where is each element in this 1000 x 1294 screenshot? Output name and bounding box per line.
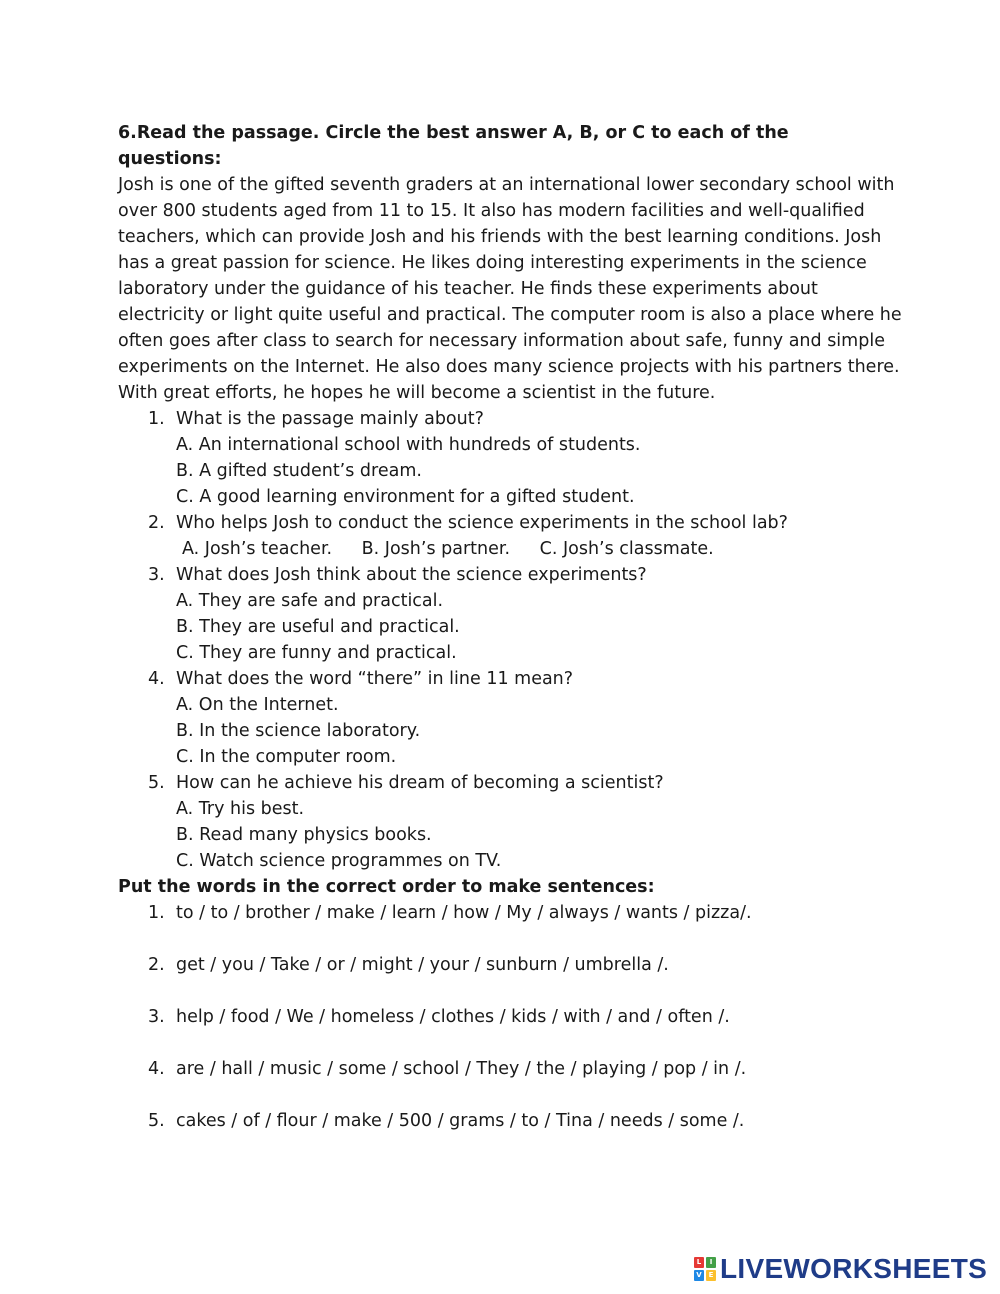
question-number: 4.: [148, 669, 165, 689]
inline-options: [176, 536, 888, 562]
question-3: [118, 562, 888, 666]
item-number: 4.: [148, 1059, 165, 1079]
answer-option-a[interactable]: A. An international school with hundreds of students.: [176, 435, 641, 455]
question-text: What does the word “there” in line 11 mean?: [176, 669, 574, 689]
answer-option-a[interactable]: A. On the Internet.: [176, 695, 339, 715]
passage-line: With great efforts, he hopes he will become a scientist in the future.: [118, 383, 716, 403]
word-order-item: [118, 952, 888, 978]
answer-option-c[interactable]: C. Josh’s classmate.: [539, 539, 714, 559]
scrambled-words: get / you / Take / or / might / your / sunburn / umbrella /.: [176, 955, 669, 975]
passage-line: Josh is one of the gifted seventh graders at an international lower secondary school with: [118, 175, 895, 195]
scrambled-words: help / food / We / homeless / clothes / kids / with / and / often /.: [176, 1007, 730, 1027]
logo-block: V: [694, 1270, 704, 1281]
answer-option-b[interactable]: B. Josh’s partner.: [361, 539, 511, 559]
question-number: 5.: [148, 773, 165, 793]
word-order-item: [118, 1108, 888, 1134]
question-text: What does Josh think about the science experiments?: [176, 565, 647, 585]
item-number: 2.: [148, 955, 165, 975]
scrambled-words: are / hall / music / some / school / They / the / playing / pop / in /.: [176, 1059, 747, 1079]
answer-option-b[interactable]: B. Read many physics books.: [176, 825, 432, 845]
passage-line: teachers, which can provide Josh and his friends with the best learning conditions. Josh: [118, 227, 882, 247]
logo-text: LIVEWORKSHEETS: [720, 1253, 988, 1284]
answer-option-b[interactable]: B. They are useful and practical.: [176, 617, 460, 637]
word-order-heading: Put the words in the correct order to make sentences:: [118, 877, 655, 897]
answer-option-c[interactable]: C. A good learning environment for a gifted student.: [176, 487, 635, 507]
passage-line: has a great passion for science. He likes doing interesting experiments in the science: [118, 253, 867, 273]
question-4: [118, 666, 888, 770]
answer-option-b[interactable]: B. A gifted student’s dream.: [176, 461, 422, 481]
logo-blocks-icon: [694, 1257, 716, 1281]
reading-passage: [118, 172, 902, 406]
passage-line: over 800 students aged from 11 to 15. It also has modern facilities and well-qualified: [118, 201, 865, 221]
word-order-list: [118, 900, 888, 1134]
answer-option-c[interactable]: C. Watch science programmes on TV.: [176, 851, 502, 871]
question-1: [118, 406, 888, 510]
scrambled-words: to / to / brother / make / learn / how / My / always / wants / pizza/.: [176, 903, 752, 923]
passage-line: laboratory under the guidance of his teacher. He finds these experiments about: [118, 279, 818, 299]
scrambled-words: cakes / of / flour / make / 500 / grams / to / Tina / needs / some /.: [176, 1111, 745, 1131]
item-number: 3.: [148, 1007, 165, 1027]
logo-block: L: [694, 1257, 704, 1268]
question-number: 2.: [148, 513, 165, 533]
word-order-item: [118, 900, 888, 926]
liveworksheets-logo: [694, 1253, 988, 1284]
answer-option-a[interactable]: A. Josh’s teacher.: [182, 539, 333, 559]
question-text: How can he achieve his dream of becoming a scientist?: [176, 773, 664, 793]
question-2: [118, 510, 888, 562]
word-order-item: [118, 1004, 888, 1030]
item-number: 1.: [148, 903, 165, 923]
passage-line: experiments on the Internet. He also does many science projects with his partners there.: [118, 357, 900, 377]
question-number: 3.: [148, 565, 165, 585]
logo-block: E: [706, 1270, 716, 1281]
worksheet-page: [118, 120, 902, 1160]
item-number: 5.: [148, 1111, 165, 1131]
passage-line: electricity or light quite useful and practical. The computer room is also a place where he: [118, 305, 902, 325]
answer-option-a[interactable]: A. They are safe and practical.: [176, 591, 444, 611]
question-5: [118, 770, 888, 874]
passage-line: often goes after class to search for necessary information about safe, funny and simple: [118, 331, 885, 351]
question-number: 1.: [148, 409, 165, 429]
word-order-item: [118, 1056, 888, 1082]
logo-block: I: [706, 1257, 716, 1268]
question-text: Who helps Josh to conduct the science experiments in the school lab?: [176, 513, 788, 533]
answer-option-b[interactable]: B. In the science laboratory.: [176, 721, 421, 741]
answer-option-c[interactable]: C. In the computer room.: [176, 747, 397, 767]
question-list: [118, 406, 888, 874]
reading-heading: 6.Read the passage. Circle the best answer A, B, or C to each of the questions:: [118, 123, 789, 169]
answer-option-c[interactable]: C. They are funny and practical.: [176, 643, 457, 663]
answer-option-a[interactable]: A. Try his best.: [176, 799, 305, 819]
question-text: What is the passage mainly about?: [176, 409, 484, 429]
